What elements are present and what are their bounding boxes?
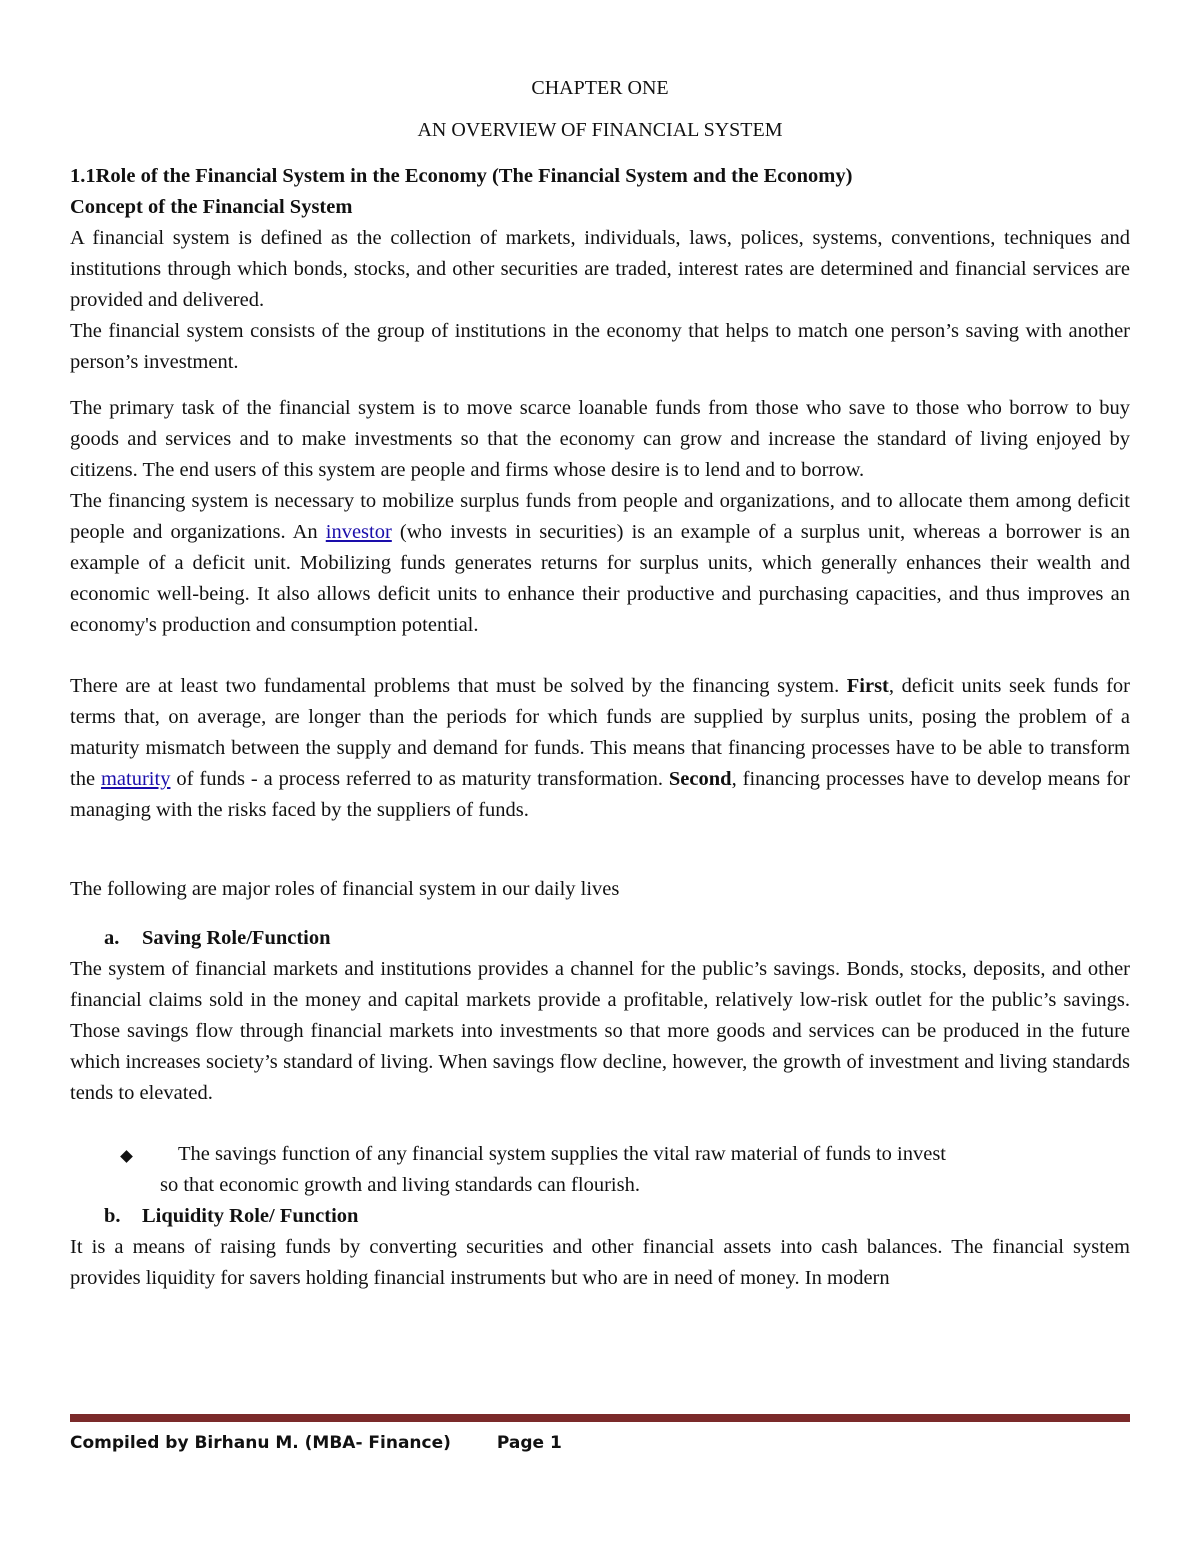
document-body	[70, 70, 1130, 1294]
chapter-title: AN OVERVIEW OF FINANCIAL SYSTEM	[417, 119, 783, 141]
section-heading: 1.1Role of the Financial System in the Economy (The Financial System and the Economy)	[70, 165, 853, 187]
chapter-label: CHAPTER ONE	[531, 77, 669, 99]
saving-role-heading	[70, 923, 1130, 954]
paragraph-roles-intro: The following are major roles of financial system in our daily lives	[70, 878, 620, 900]
paragraph-problems-text-a: There are at least two fundamental problems that must be solved by the financing system.	[70, 675, 847, 697]
paragraph-primary-task: The primary task of the financial system is to move scarce loanable funds from those who save to those who borrow to buy goods and services and to make investments so that the economy can grow and increase the standard of living enjoyed by citizens. The end users of this system are people and firms whose desire is to lend and to borrow.	[70, 397, 1130, 481]
paragraph-mobilize-text-b: (who invests in securities) is an example of a surplus unit, whereas a borrower is an example of a deficit unit. Mobilizing funds generates returns for surplus units, which generally enhances their wealth and economic well-being. It also allows deficit units to enhance their productive and purchasing capacities, and thus improves an economy's production and consumption potential.	[70, 521, 1130, 636]
liquidity-role-heading	[70, 1201, 1130, 1232]
first-keyword: First	[846, 675, 889, 697]
saving-role-marker: a.	[104, 927, 120, 949]
paragraph-mobilize-text-a: The financing system is necessary to mobilize surplus funds from people and organizations, and to allocate them among deficit people and organizations. An	[70, 490, 1130, 543]
savings-bullet	[70, 1139, 1130, 1201]
liquidity-role-text: It is a means of raising funds by converting securities and other financial assets into cash balances. The financial system provides liquidity for savers holding financial instruments but who are in need of money. In modern	[70, 1236, 1130, 1289]
footer-rule	[70, 1414, 1130, 1422]
paragraph-consists: The financial system consists of the group of institutions in the economy that helps to match one person’s saving with another person’s investment.	[70, 320, 1130, 373]
paragraph-problems-text-b: , deficit units seek funds for terms that, on average, are longer than the periods for which funds are supplied by surplus units, posing the problem of a maturity mismatch between the supply and demand for funds. This means that financing processes have to be able to transform the	[70, 675, 1130, 790]
paragraph-problems	[70, 671, 1130, 826]
savings-bullet-line1: The savings function of any financial system supplies the vital raw material of funds to invest	[178, 1143, 946, 1165]
maturity-link[interactable]: maturity	[100, 768, 171, 790]
page-footer	[70, 1430, 562, 1456]
paragraph-problems-text-c: of funds - a process referred to as maturity transformation.	[170, 768, 669, 790]
paragraph-definition: A financial system is defined as the collection of markets, individuals, laws, polices, systems, conventions, techniques and institutions through which bonds, stocks, and other securities are traded, interest rates are determined and financial services are provided and delivered.	[70, 227, 1130, 311]
paragraph-problems-text-d: , financing processes have to develop means for managing with the risks faced by the suppliers of funds.	[70, 768, 1130, 821]
savings-bullet-line2: so that economic growth and living standards can flourish.	[160, 1174, 640, 1196]
liquidity-role-marker: b.	[104, 1205, 121, 1227]
footer-page-number: Page 1	[496, 1433, 562, 1453]
liquidity-role-title: Liquidity Role/ Function	[142, 1205, 359, 1227]
diamond-bullet-icon	[120, 1150, 133, 1163]
footer-compiled-by: Compiled by Birhanu M. (MBA- Finance)	[70, 1433, 451, 1453]
investor-link[interactable]: investor	[325, 521, 392, 543]
saving-role-title: Saving Role/Function	[142, 927, 331, 949]
paragraph-mobilize	[70, 486, 1130, 641]
concept-heading: Concept of the Financial System	[70, 196, 353, 218]
saving-role-text: The system of financial markets and institutions provides a channel for the public’s savings. Bonds, stocks, deposits, and other financial claims sold in the money and capital markets provide a profitable, relatively low-risk outlet for the public’s savings. Those savings flow through financial markets into investments so that more goods and services can be produced in the future which increases society’s standard of living. When savings flow decline, however, the growth of investment and living standards tends to elevated.	[70, 958, 1130, 1104]
second-keyword: Second	[668, 768, 732, 790]
